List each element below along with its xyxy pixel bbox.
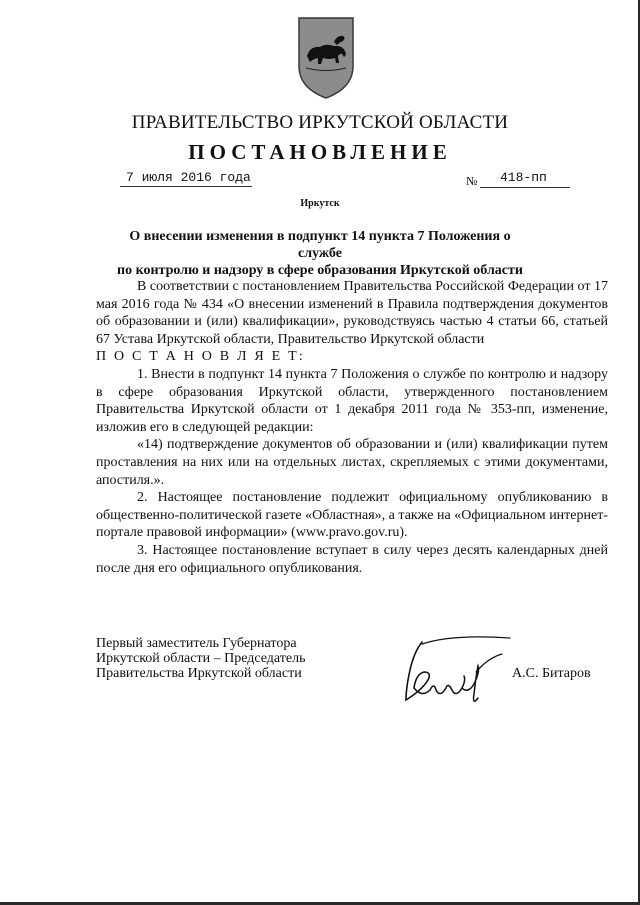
government-title: ПРАВИТЕЛЬСТВО ИРКУТСКОЙ ОБЛАСТИ bbox=[131, 112, 509, 133]
clause-3-paragraph: 3. Настоящее постановление вступает в силу через десять календарных дней после дня его официального опубликования. bbox=[96, 542, 608, 576]
document-subject bbox=[110, 228, 530, 279]
clause-2-paragraph: 2. Настоящее постановление подлежит официальному опубликованию в общественно-политической газете «Областная», а также на «Официальном интернет-портале правовой информации» (www.pravo.gov.ru). bbox=[96, 490, 608, 541]
number-sign: № bbox=[466, 174, 478, 188]
handwritten-signature bbox=[392, 632, 516, 712]
amendment-text-paragraph: «14) подтверждение документов об образовании и (или) квалификации путем проставления на них или на отдельных листах, скрепляемых с этими документами, апостиля.». bbox=[96, 437, 608, 488]
position-line: Иркутской области – Председатель bbox=[96, 651, 306, 666]
document-type-title: ПОСТАНОВЛЕНИЕ bbox=[188, 140, 452, 164]
document-body bbox=[96, 278, 608, 577]
signatory-position bbox=[96, 636, 396, 681]
signatory-name: А.С. Битаров bbox=[512, 666, 591, 681]
decree-heading: П О С Т А Н О В Л Я Е Т: bbox=[96, 349, 305, 365]
document-number: 418-пп bbox=[500, 170, 547, 185]
number-underline bbox=[480, 187, 570, 188]
position-line: Правительства Иркутской области bbox=[96, 666, 302, 681]
subject-line: по контролю и надзору в сфере образования Иркутской области bbox=[117, 263, 523, 278]
preamble-paragraph: В соответствии с постановлением Правительства Российской Федерации от 17 мая 2016 года № 434 «О внесении изменений в Правила подтверждения документов об образовании и (или) квалификации», руководствуясь частью 4 статьи 66, статьей 67 Устава Иркутской области, Правительство Иркутской области bbox=[96, 279, 608, 347]
subject-line: О внесении изменения в подпункт 14 пункта 7 Положения о службе bbox=[129, 229, 511, 261]
position-line: Первый заместитель Губернатора bbox=[96, 636, 297, 651]
coat-of-arms-emblem bbox=[296, 16, 356, 100]
city-label: Иркутск bbox=[300, 198, 340, 209]
document-date: 7 июля 2016 года bbox=[126, 170, 251, 185]
clause-1-paragraph: 1. Внести в подпункт 14 пункта 7 Положения о службе по контролю и надзору в сфере образования Иркутской области, утвержденного постановлением Правительства Иркутской области от 1 декабря 2011 года № 353-пп, изменение, изложив его в следующей редакции: bbox=[96, 366, 608, 435]
date-underline bbox=[120, 186, 252, 187]
